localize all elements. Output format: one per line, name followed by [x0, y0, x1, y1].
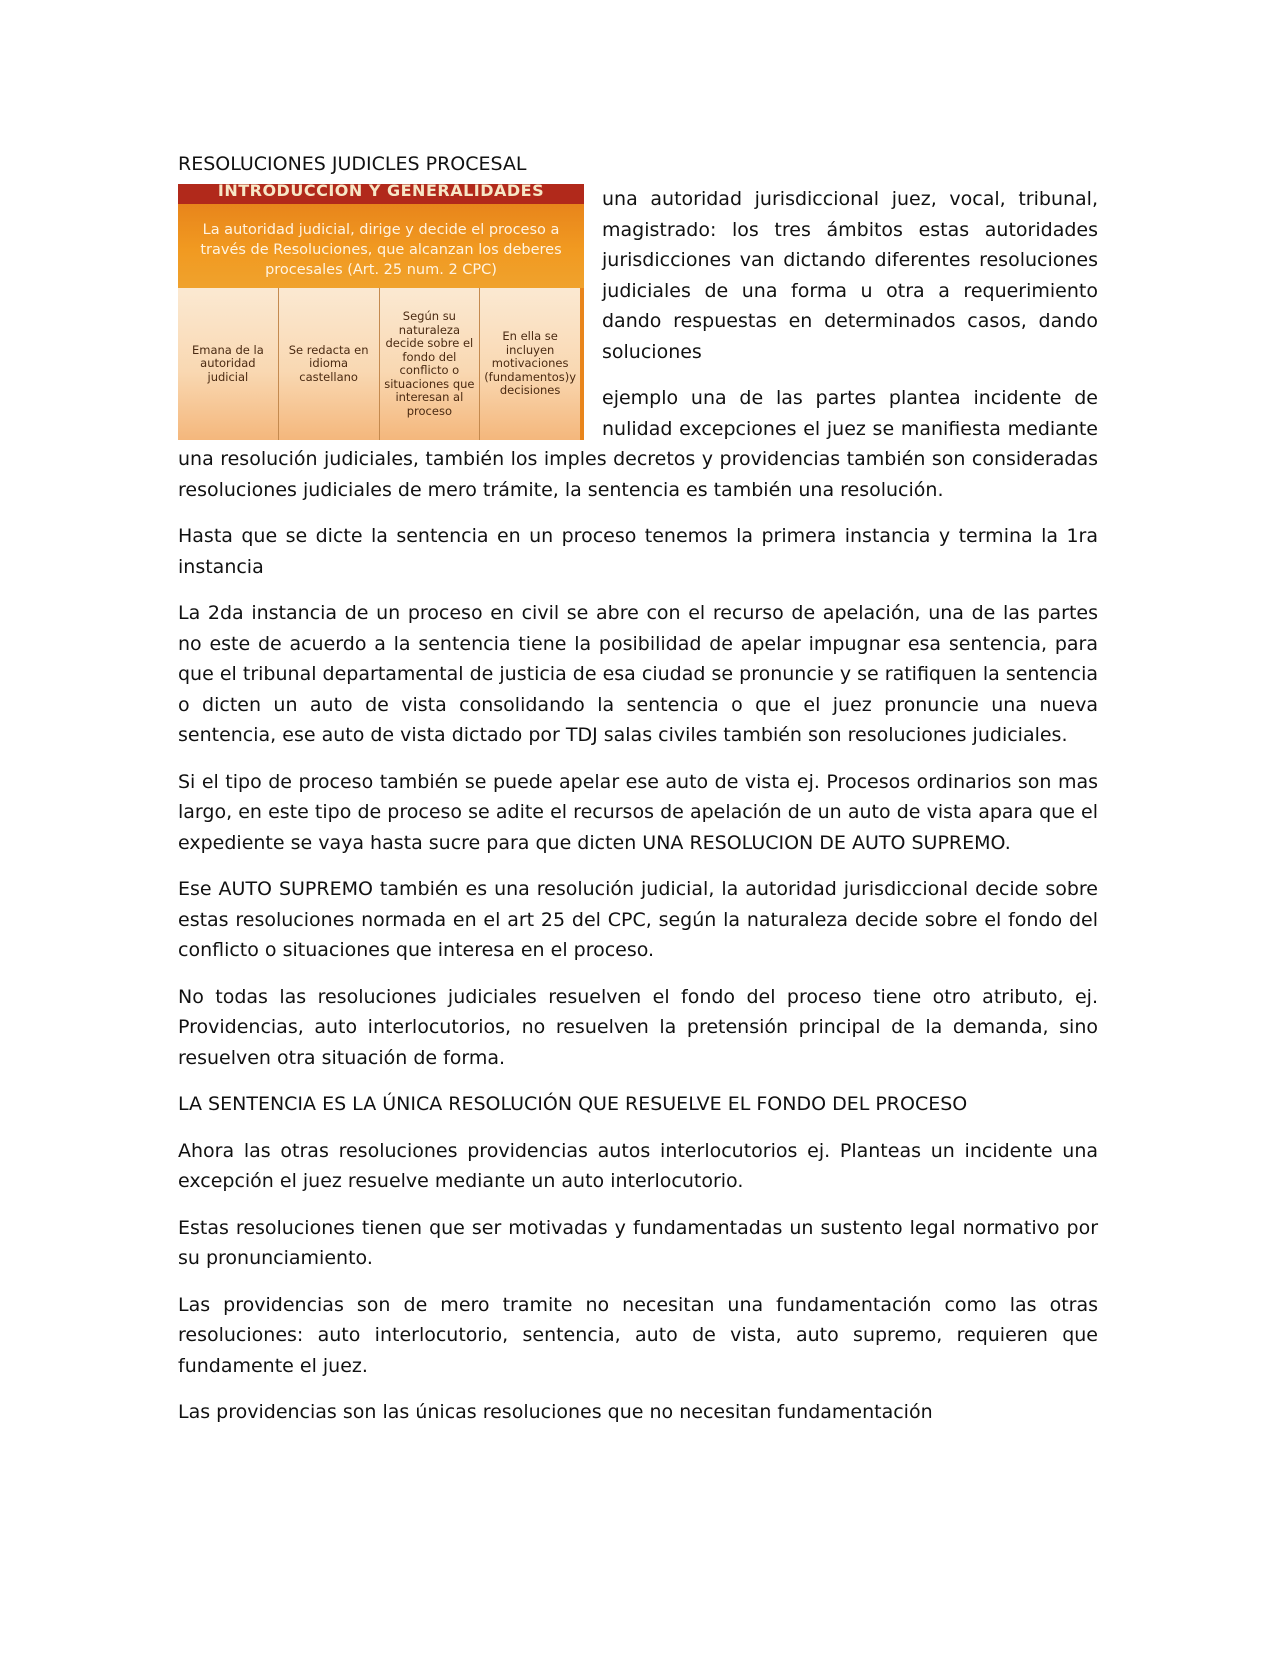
figure-columns — [178, 288, 584, 440]
paragraph-4: La 2da instancia de un proceso en civil se abre con el recurso de apelación, una de las partes no este de acuerdo a la sentencia tiene la posibilidad de apelar impugnar esa sentencia, para que el tribunal departamental de justicia de esa ciudad se pronuncie y se ratifiquen la sentencia o dicten un auto de vista consolidando la sentencia o que el juez pronuncie una nueva sentencia, ese auto de vista dictado por TDJ salas civiles también son resoluciones judiciales. — [178, 602, 1098, 746]
figure-column-4: En ella se incluyen motivaciones (fundamentos)y decisiones — [484, 329, 577, 398]
introduction-figure — [178, 184, 584, 440]
document-page — [178, 150, 1098, 1444]
paragraph-12: Las providencias son las únicas resoluciones que no necesitan fundamentación — [178, 1401, 933, 1423]
paragraph-11: Las providencias son de mero tramite no necesitan una fundamentación como las otras resoluciones: auto interlocutorio, sentencia, auto de vista, auto supremo, requieren que fundamente el juez. — [178, 1293, 1098, 1377]
figure-column-1: Emana de la autoridad judicial — [178, 288, 279, 440]
paragraph-2: ejemplo una de las partes plantea incidente de nulidad excepciones el juez se manifiesta mediante una resolución judiciales, también los imples decretos y providencias también son consideradas resoluciones judiciales de mero trámite, la sentencia es también una resolución. — [178, 387, 1098, 501]
paragraph-8-heading: LA SENTENCIA ES LA ÚNICA RESOLUCIÓN QUE RESUELVE EL FONDO DEL PROCESO — [178, 1093, 968, 1115]
paragraph-5: Si el tipo de proceso también se puede apelar ese auto de vista ej. Procesos ordinarios son mas largo, en este tipo de proceso se adite el recursos de apelación de un auto de vista apara que el expediente se vaya hasta sucre para que dicten UNA RESOLUCION DE AUTO SUPREMO. — [178, 770, 1098, 854]
figure-column-2: Se redacta en idioma castellano — [279, 288, 380, 440]
paragraph-3: Hasta que se dicte la sentencia en un proceso tenemos la primera instancia y termina la 1ra instancia — [178, 525, 1098, 578]
paragraph-10: Estas resoluciones tienen que ser motivadas y fundamentadas un sustento legal normativo por su pronunciamiento. — [178, 1216, 1098, 1269]
document-title: RESOLUCIONES JUDICLES PROCESAL — [178, 153, 527, 175]
paragraph-1: una autoridad jurisdiccional juez, vocal, tribunal, magistrado: los tres ámbitos estas autoridades jurisdicciones van dictando diferentes resoluciones judiciales de una forma u otra a requerimiento dando respuestas en determinados casos, dando soluciones — [602, 188, 1098, 363]
paragraph-7: No todas las resoluciones judiciales resuelven el fondo del proceso tiene otro atributo, ej. Providencias, auto interlocutorios, no resuelven la pretensión principal de la demanda, sino resuelven otra situación de forma. — [178, 985, 1098, 1069]
paragraph-6: Ese AUTO SUPREMO también es una resolución judicial, la autoridad jurisdiccional decide sobre estas resoluciones normada en el art 25 del CPC, según la naturaleza decide sobre el fondo del conflicto o situaciones que interesa en el proceso. — [178, 878, 1098, 961]
paragraph-9: Ahora las otras resoluciones providencias autos interlocutorios ej. Planteas un incidente una excepción el juez resuelve mediante un auto interlocutorio. — [178, 1139, 1098, 1192]
figure-subtitle: La autoridad judicial, dirige y decide el proceso a través de Resoluciones, que alcanzan los deberes procesales (Art. 25 num. 2 CPC) — [178, 204, 584, 288]
figure-header: INTRODUCCION Y GENERALIDADES — [178, 184, 584, 204]
figure-column-3: Según su naturaleza decide sobre el fondo del conflicto o situaciones que interesan al proceso — [380, 288, 481, 440]
